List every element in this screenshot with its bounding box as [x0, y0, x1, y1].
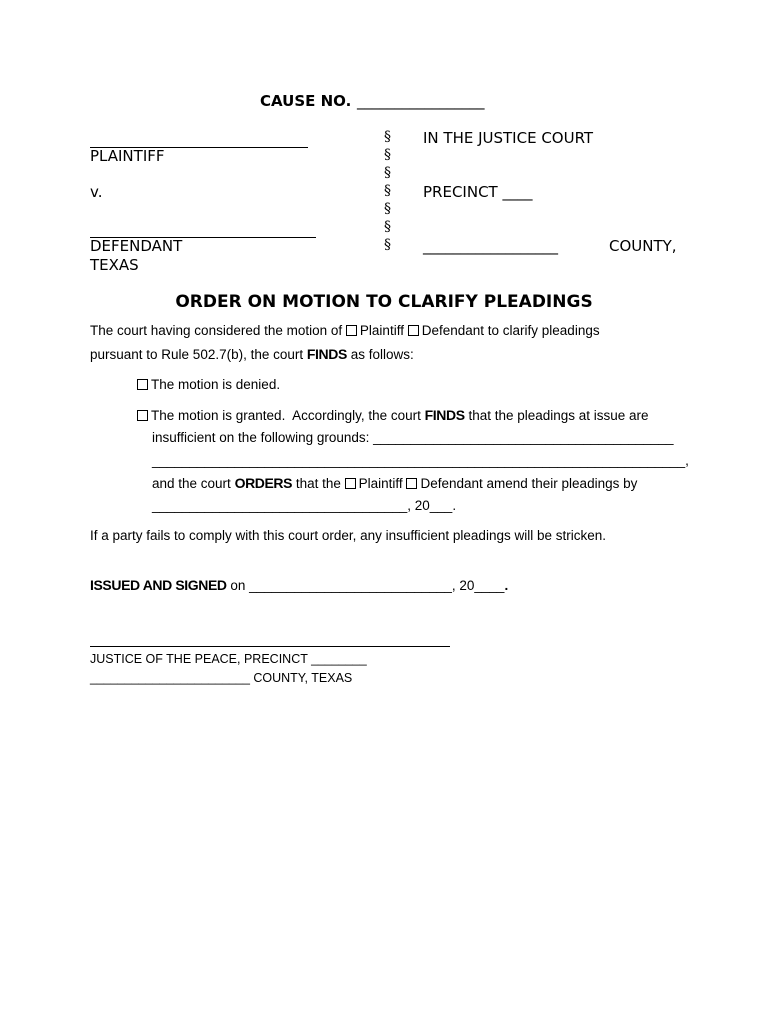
- intro-line-2: [90, 346, 414, 362]
- section-symbol: §: [384, 219, 391, 235]
- orders-text: that the: [295, 476, 341, 491]
- section-symbol: §: [384, 201, 391, 217]
- defendant-label: DEFENDANT: [90, 237, 183, 255]
- judge-title-line: JUSTICE OF THE PEACE, PRECINCT ________: [90, 652, 367, 666]
- plaintiff-label: PLAINTIFF: [90, 147, 165, 165]
- section-symbol: §: [384, 183, 391, 199]
- state-label: TEXAS: [90, 256, 139, 274]
- intro-line-1: [90, 323, 600, 338]
- defendant-checkbox[interactable]: [408, 325, 419, 336]
- orders-line: [152, 475, 637, 491]
- granted-text: that the pleadings at issue are: [468, 408, 649, 423]
- issued-period: .: [504, 578, 509, 593]
- finds-keyword: FINDS: [424, 407, 465, 423]
- issued-on-text: on: [230, 578, 246, 593]
- granted-checkbox[interactable]: [137, 410, 148, 421]
- judge-county-line: _______________________ COUNTY, TEXAS: [90, 671, 353, 685]
- court-name: IN THE JUSTICE COURT: [423, 129, 594, 147]
- cause-number-blank: _________________: [357, 92, 485, 110]
- order-defendant-label: Defendant amend their pleadings by: [420, 476, 638, 491]
- denied-option-label: The motion is denied.: [151, 377, 281, 392]
- plaintiff-checkbox[interactable]: [346, 325, 357, 336]
- orders-text: and the court: [152, 476, 231, 491]
- denied-checkbox[interactable]: [137, 379, 148, 390]
- section-symbol: §: [384, 165, 391, 181]
- intro-text: The court having considered the motion of: [90, 323, 343, 338]
- issued-date-blank: ___________________________, 20____: [249, 578, 505, 593]
- precinct-label: PRECINCT ____: [423, 183, 533, 201]
- intro-text: pursuant to Rule 502.7(b), the court: [90, 347, 304, 362]
- noncompliance-warning: If a party fails to comply with this court order, any insufficient pleadings will be stricken.: [90, 528, 606, 543]
- document-title: ORDER ON MOTION TO CLARIFY PLEADINGS: [175, 292, 593, 312]
- county-label: COUNTY,: [609, 237, 677, 255]
- grounds-line: insufficient on the following grounds: ________________________________________: [152, 430, 674, 445]
- issued-signed-label: ISSUED AND SIGNED: [90, 577, 227, 593]
- order-defendant-checkbox[interactable]: [406, 478, 417, 489]
- cause-number-label: CAUSE NO.: [260, 92, 352, 110]
- section-symbol: §: [384, 129, 391, 145]
- county-blank: __________________: [423, 237, 558, 255]
- order-plaintiff-label: Plaintiff: [358, 476, 403, 491]
- defendant-option-label: Defendant to clarify pleadings: [421, 323, 600, 338]
- denied-option: [137, 377, 280, 392]
- signature-line: [90, 646, 450, 647]
- section-symbol: §: [384, 237, 391, 253]
- deadline-line: __________________________________, 20___.: [152, 498, 457, 513]
- order-plaintiff-checkbox[interactable]: [345, 478, 356, 489]
- plaintiff-option-label: Plaintiff: [359, 323, 404, 338]
- orders-keyword: ORDERS: [234, 475, 293, 491]
- grounds-line-2: _______________________________________________________________________,: [152, 453, 689, 468]
- finds-keyword: FINDS: [306, 346, 347, 362]
- versus-label: v.: [90, 183, 103, 201]
- intro-text: as follows:: [350, 347, 414, 362]
- section-symbol: §: [384, 147, 391, 163]
- granted-option: [137, 407, 649, 423]
- issued-signed-line: [90, 577, 508, 593]
- granted-text: The motion is granted. Accordingly, the court: [151, 408, 421, 423]
